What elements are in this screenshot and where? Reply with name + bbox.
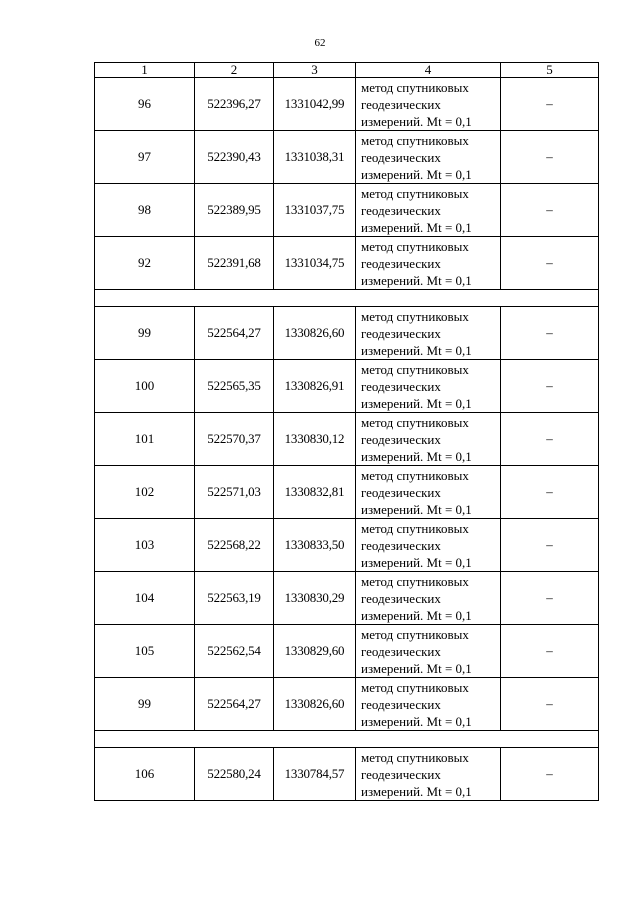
note-cell: – bbox=[501, 360, 599, 413]
y-coordinate-cell: 1330830,29 bbox=[274, 572, 356, 625]
method-line: измерений. Mt = 0,1 bbox=[361, 713, 472, 729]
point-number-cell: 96 bbox=[95, 78, 195, 131]
y-coordinate-cell: 1331042,99 bbox=[274, 78, 356, 131]
y-coordinate-cell: 1330826,60 bbox=[274, 307, 356, 360]
x-coordinate-cell: 522391,68 bbox=[195, 237, 274, 290]
point-number-cell: 100 bbox=[95, 360, 195, 413]
method-line: измерений. Mt = 0,1 bbox=[361, 342, 472, 358]
method-line: геодезических bbox=[361, 378, 441, 394]
method-line: метод спутниковых bbox=[361, 238, 469, 254]
method-line: метод спутниковых bbox=[361, 132, 469, 148]
method-line: измерений. Mt = 0,1 bbox=[361, 501, 472, 517]
group-separator-row bbox=[95, 290, 599, 307]
column-header-4: 4 bbox=[356, 63, 501, 78]
point-number-cell: 104 bbox=[95, 572, 195, 625]
point-number-cell: 99 bbox=[95, 678, 195, 731]
method-line: геодезических bbox=[361, 149, 441, 165]
x-coordinate-cell: 522564,27 bbox=[195, 307, 274, 360]
x-coordinate-cell: 522390,43 bbox=[195, 131, 274, 184]
method-line: метод спутниковых bbox=[361, 520, 469, 536]
column-header-1: 1 bbox=[95, 63, 195, 78]
method-cell bbox=[356, 748, 501, 801]
method-line: измерений. Mt = 0,1 bbox=[361, 113, 472, 129]
method-line: геодезических bbox=[361, 643, 441, 659]
table-row bbox=[95, 519, 599, 572]
table-body bbox=[95, 78, 599, 801]
method-line: измерений. Mt = 0,1 bbox=[361, 448, 472, 464]
x-coordinate-cell: 522565,35 bbox=[195, 360, 274, 413]
x-coordinate-cell: 522568,22 bbox=[195, 519, 274, 572]
x-coordinate-cell: 522580,24 bbox=[195, 748, 274, 801]
y-coordinate-cell: 1330826,60 bbox=[274, 678, 356, 731]
table-row bbox=[95, 78, 599, 131]
table-row bbox=[95, 413, 599, 466]
note-cell: – bbox=[501, 237, 599, 290]
table-row bbox=[95, 184, 599, 237]
point-number-cell: 98 bbox=[95, 184, 195, 237]
table-row bbox=[95, 307, 599, 360]
method-line: метод спутниковых bbox=[361, 573, 469, 589]
method-cell bbox=[356, 131, 501, 184]
x-coordinate-cell: 522562,54 bbox=[195, 625, 274, 678]
method-cell bbox=[356, 466, 501, 519]
x-coordinate-cell: 522571,03 bbox=[195, 466, 274, 519]
method-cell bbox=[356, 519, 501, 572]
method-line: геодезических bbox=[361, 202, 441, 218]
y-coordinate-cell: 1330830,12 bbox=[274, 413, 356, 466]
table-row bbox=[95, 466, 599, 519]
method-line: измерений. Mt = 0,1 bbox=[361, 607, 472, 623]
group-separator-cell bbox=[95, 731, 599, 748]
method-cell bbox=[356, 78, 501, 131]
table-row bbox=[95, 572, 599, 625]
method-cell bbox=[356, 184, 501, 237]
note-cell: – bbox=[501, 466, 599, 519]
x-coordinate-cell: 522570,37 bbox=[195, 413, 274, 466]
group-separator-cell bbox=[95, 290, 599, 307]
table-row bbox=[95, 678, 599, 731]
y-coordinate-cell: 1330833,50 bbox=[274, 519, 356, 572]
page-number: 62 bbox=[314, 37, 326, 49]
table-row bbox=[95, 625, 599, 678]
method-line: метод спутниковых bbox=[361, 414, 469, 430]
table-row bbox=[95, 748, 599, 801]
method-line: геодезических bbox=[361, 431, 441, 447]
method-line: измерений. Mt = 0,1 bbox=[361, 219, 472, 235]
method-cell bbox=[356, 360, 501, 413]
method-line: измерений. Mt = 0,1 bbox=[361, 554, 472, 570]
method-line: геодезических bbox=[361, 325, 441, 341]
point-number-cell: 105 bbox=[95, 625, 195, 678]
note-cell: – bbox=[501, 572, 599, 625]
method-cell bbox=[356, 307, 501, 360]
group-separator-row bbox=[95, 731, 599, 748]
y-coordinate-cell: 1330826,91 bbox=[274, 360, 356, 413]
method-line: метод спутниковых bbox=[361, 185, 469, 201]
table-row bbox=[95, 131, 599, 184]
method-cell bbox=[356, 237, 501, 290]
method-cell bbox=[356, 413, 501, 466]
method-line: метод спутниковых bbox=[361, 79, 469, 95]
x-coordinate-cell: 522564,27 bbox=[195, 678, 274, 731]
point-number-cell: 101 bbox=[95, 413, 195, 466]
method-line: геодезических bbox=[361, 255, 441, 271]
method-line: метод спутниковых bbox=[361, 626, 469, 642]
column-header-2: 2 bbox=[195, 63, 274, 78]
method-line: метод спутниковых bbox=[361, 749, 469, 765]
method-line: измерений. Mt = 0,1 bbox=[361, 783, 472, 799]
point-number-cell: 99 bbox=[95, 307, 195, 360]
method-line: измерений. Mt = 0,1 bbox=[361, 272, 472, 288]
note-cell: – bbox=[501, 184, 599, 237]
method-cell bbox=[356, 625, 501, 678]
method-cell bbox=[356, 678, 501, 731]
point-number-cell: 102 bbox=[95, 466, 195, 519]
method-line: измерений. Mt = 0,1 bbox=[361, 395, 472, 411]
y-coordinate-cell: 1331038,31 bbox=[274, 131, 356, 184]
method-line: метод спутниковых bbox=[361, 467, 469, 483]
x-coordinate-cell: 522389,95 bbox=[195, 184, 274, 237]
note-cell: – bbox=[501, 748, 599, 801]
y-coordinate-cell: 1330784,57 bbox=[274, 748, 356, 801]
method-line: геодезических bbox=[361, 590, 441, 606]
method-line: геодезических bbox=[361, 96, 441, 112]
y-coordinate-cell: 1330832,81 bbox=[274, 466, 356, 519]
method-line: геодезических bbox=[361, 537, 441, 553]
y-coordinate-cell: 1331037,75 bbox=[274, 184, 356, 237]
point-number-cell: 106 bbox=[95, 748, 195, 801]
column-header-5: 5 bbox=[501, 63, 599, 78]
point-number-cell: 97 bbox=[95, 131, 195, 184]
x-coordinate-cell: 522396,27 bbox=[195, 78, 274, 131]
method-cell bbox=[356, 572, 501, 625]
y-coordinate-cell: 1331034,75 bbox=[274, 237, 356, 290]
note-cell: – bbox=[501, 131, 599, 184]
y-coordinate-cell: 1330829,60 bbox=[274, 625, 356, 678]
column-header-3: 3 bbox=[274, 63, 356, 78]
table-row bbox=[95, 360, 599, 413]
method-line: метод спутниковых bbox=[361, 308, 469, 324]
table-row bbox=[95, 237, 599, 290]
method-line: измерений. Mt = 0,1 bbox=[361, 660, 472, 676]
note-cell: – bbox=[501, 678, 599, 731]
method-line: метод спутниковых bbox=[361, 679, 469, 695]
table-header-row bbox=[95, 63, 599, 78]
method-line: измерений. Mt = 0,1 bbox=[361, 166, 472, 182]
note-cell: – bbox=[501, 519, 599, 572]
method-line: геодезических bbox=[361, 766, 441, 782]
note-cell: – bbox=[501, 625, 599, 678]
note-cell: – bbox=[501, 413, 599, 466]
x-coordinate-cell: 522563,19 bbox=[195, 572, 274, 625]
point-number-cell: 92 bbox=[95, 237, 195, 290]
coordinates-table bbox=[94, 62, 599, 801]
note-cell: – bbox=[501, 78, 599, 131]
method-line: геодезических bbox=[361, 484, 441, 500]
method-line: геодезических bbox=[361, 696, 441, 712]
method-line: метод спутниковых bbox=[361, 361, 469, 377]
note-cell: – bbox=[501, 307, 599, 360]
point-number-cell: 103 bbox=[95, 519, 195, 572]
